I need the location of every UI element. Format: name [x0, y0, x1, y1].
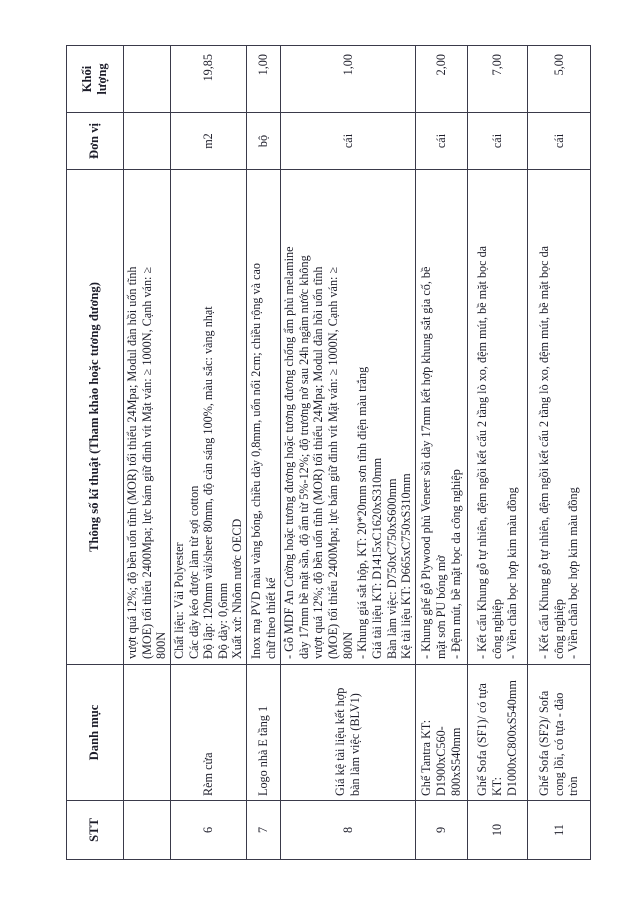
- row-category: Ghế Sofa (SF1)/ có tựa KT: D1000xC800xS540mm: [467, 665, 527, 801]
- row-qty: 1,00: [281, 46, 416, 113]
- row-stt: 7: [247, 801, 281, 860]
- header-stt: STT: [67, 801, 124, 860]
- row-qty: 1,00: [247, 46, 281, 113]
- table-row: [247, 46, 281, 860]
- header-row: [67, 46, 124, 860]
- spec-line: - Đệm mút, bề mặt bọc da công nghiệp: [448, 469, 463, 659]
- spec-line: 800N: [340, 631, 355, 659]
- row-qty: [124, 46, 171, 113]
- row-category: Logo nhà E tầng 1: [247, 665, 281, 801]
- header-unit: Đơn vị: [67, 113, 124, 170]
- table-row: [124, 46, 171, 860]
- row-spec: [527, 170, 590, 665]
- spec-line: Kệ tài liệu KT: D665xC750xS310mm: [399, 473, 414, 659]
- table-row: [467, 46, 527, 860]
- spec-line: Độ dày: 0,6mm: [215, 582, 230, 659]
- spec-line: Giá tài liệu KT: D1415xC1620xS310mm: [369, 457, 384, 659]
- row-spec: [124, 170, 171, 665]
- spec-line: 800N: [154, 631, 169, 659]
- row-spec: [467, 170, 527, 665]
- table-row: [170, 46, 246, 860]
- row-category: Rèm cửa: [170, 665, 246, 801]
- spec-line: vượt quá 12%; độ bền uốn tĩnh (MOR) tối thiểu 24Mpa; Modul đàn hồi uốn tĩnh: [125, 266, 139, 659]
- row-unit: cái: [467, 113, 527, 170]
- table-row: [527, 46, 590, 860]
- spec-line: - Viền chân bọc hợp kim màu đồng: [504, 487, 519, 659]
- row-spec: [170, 170, 246, 665]
- row-unit: m2: [170, 113, 246, 170]
- row-unit: bộ: [247, 113, 281, 170]
- spec-line: Bàn làm việc: D750xC750xS600mm: [384, 478, 399, 659]
- row-unit: [124, 113, 171, 170]
- row-category: Ghế Sofa (SF2)/ Sofa cong lồi, có tựa - đảo tròn: [527, 665, 590, 801]
- spec-line: Inox mạ PVD màu vàng bóng, chiều dày 0,8mm, uốn nổi 2cm; chiều rộng và cao: [248, 262, 263, 659]
- row-category: [124, 665, 171, 801]
- rotated-page: [66, 46, 581, 860]
- spec-line: - Khung ghế gỗ Plywood phủ Veneer sồi dày 17mm kết hợp khung sắt gia cố, bề: [419, 266, 434, 659]
- table-row: [415, 46, 467, 860]
- header-category: Danh mục: [67, 665, 124, 801]
- spec-table: [66, 45, 591, 860]
- spec-line: Chất liệu: Vải Polyester: [171, 542, 186, 659]
- row-qty: 5,00: [527, 46, 590, 113]
- spec-line: công nghiệp: [551, 599, 566, 659]
- table-row: [281, 46, 416, 860]
- row-category: Ghế Tantra KT: D1900xC560-800xS540mm: [415, 665, 467, 801]
- row-stt: 11: [527, 801, 590, 860]
- spec-line: công nghiệp: [490, 599, 505, 659]
- spec-line: (MOE) tối thiểu 2400Mpa; lực bám giữ đinh vít Mặt ván: ≥ 1000N, Cạnh ván: ≥: [326, 266, 341, 659]
- row-unit: cái: [281, 113, 416, 170]
- spec-line: - Viền chân bọc hợp kim màu đồng: [566, 487, 581, 659]
- row-qty: 7,00: [467, 46, 527, 113]
- spec-line: dày 17mm bề mặt sần, độ ẩm từ 5%-12%; độ trương nở sau 24h ngâm nước không: [296, 255, 311, 659]
- spec-line: Xuất xứ: Nhôm nước OECD: [230, 518, 245, 659]
- row-stt: 8: [281, 801, 416, 860]
- spec-line: Độ lập: 120mm vải/sheer 80mm, độ cản sáng 100%, màu sắc: vàng nhạt: [201, 306, 216, 659]
- header-qty: Khối lượng: [67, 46, 124, 113]
- header-spec: Thông số kĩ thuật (Tham khảo hoặc tương đương): [67, 170, 124, 665]
- row-spec: [281, 170, 416, 665]
- row-spec: [247, 170, 281, 665]
- row-unit: cái: [415, 113, 467, 170]
- spec-line: - Gỗ MDF An Cường hoặc tương đương hoặc tương đương chống ẩm phủ melamine: [282, 246, 297, 659]
- spec-line: - Kết cấu Khung gỗ tự nhiên, đệm ngồi kết cấu 2 tầng lò xo, đệm mút, bề mặt bọc da: [475, 245, 490, 659]
- spec-line: chữ theo thiết kế: [263, 577, 278, 659]
- row-stt: 10: [467, 801, 527, 860]
- row-unit: cái: [527, 113, 590, 170]
- row-stt: [124, 801, 171, 860]
- spec-line: mặt sơn PU bóng mờ: [434, 555, 449, 659]
- row-qty: 19,85: [170, 46, 246, 113]
- spec-line: - Khung giá sắt hộp, KT: 20*20mm sơn tĩnh điện màu trắng: [355, 366, 370, 659]
- row-stt: 9: [415, 801, 467, 860]
- row-qty: 2,00: [415, 46, 467, 113]
- spec-line: (MOE) tối thiểu 2400Mpa; lực bám giữ đinh vít Mặt ván: ≥ 1000N, Cạnh ván: ≥: [139, 266, 154, 659]
- spec-line: - Kết cấu Khung gỗ tự nhiên, đệm ngồi kết cấu 2 tầng lò xo, đệm mút, bề mặt bọc da: [536, 245, 551, 659]
- spec-line: vượt quá 12%; độ bền uốn tĩnh (MOR) tối thiểu 24Mpa; Modul đàn hồi uốn tĩnh: [311, 266, 326, 659]
- row-category: Giá kệ tài liệu kết hợp bàn làm việc (BLV1): [281, 665, 416, 801]
- spec-line: Các dây kéo được làm từ sợi cotton: [186, 485, 201, 659]
- row-spec: [415, 170, 467, 665]
- row-stt: 6: [170, 801, 246, 860]
